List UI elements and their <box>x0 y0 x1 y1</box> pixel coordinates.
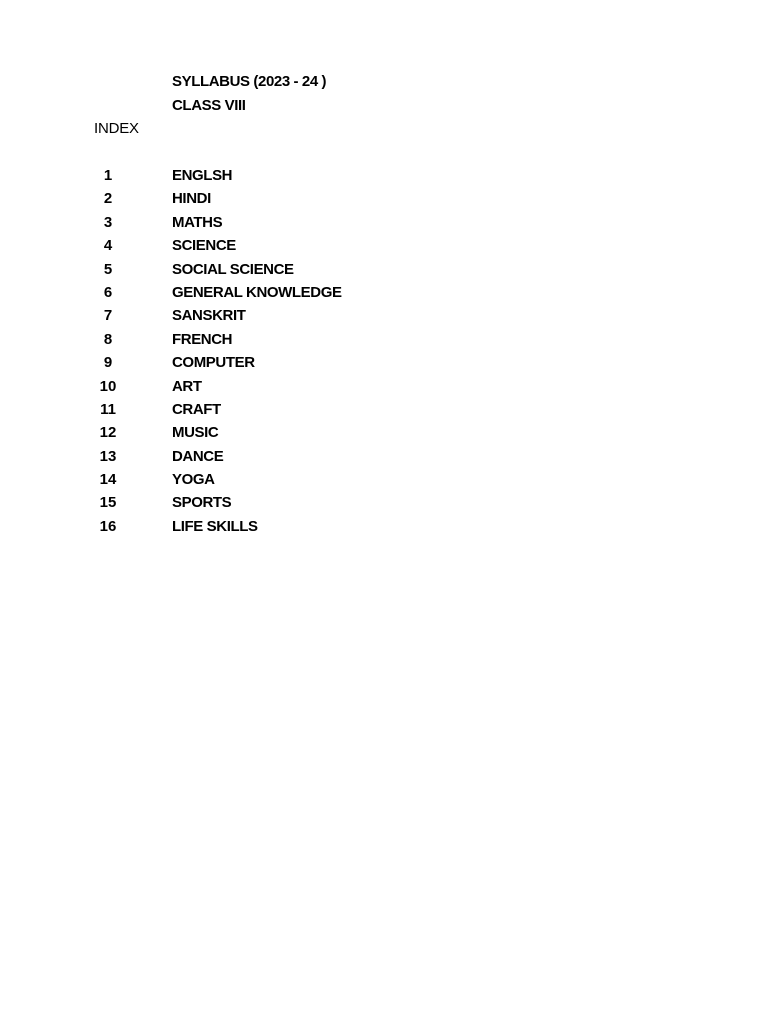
subject-name: GENERAL KNOWLEDGE <box>172 283 342 301</box>
subject-name: MUSIC <box>172 424 219 442</box>
index-row <box>0 261 770 284</box>
subject-name: HINDI <box>172 190 211 208</box>
index-row <box>0 518 770 541</box>
index-number: 9 <box>103 354 113 372</box>
index-number: 6 <box>103 283 113 301</box>
syllabus-title: SYLLABUS (2023 - 24 ) <box>172 73 327 90</box>
index-number: 12 <box>99 424 117 442</box>
index-row <box>0 354 770 377</box>
index-row <box>0 494 770 517</box>
index-row <box>0 190 770 213</box>
index-number: 5 <box>103 260 113 278</box>
subject-name: DANCE <box>172 447 224 465</box>
index-number: 3 <box>103 213 113 231</box>
index-row <box>0 401 770 424</box>
index-row <box>0 284 770 307</box>
index-row <box>0 331 770 354</box>
index-number: 10 <box>99 377 117 395</box>
subject-name: MATHS <box>172 213 223 231</box>
index-number: 2 <box>103 190 113 208</box>
subject-name: SPORTS <box>172 494 232 512</box>
subject-name: ENGLSH <box>172 167 233 184</box>
index-number: 16 <box>99 517 117 535</box>
index-number: 1 <box>103 167 113 184</box>
subject-name: SOCIAL SCIENCE <box>172 260 294 278</box>
index-row <box>0 424 770 447</box>
index-row <box>0 448 770 471</box>
subject-name: CRAFT <box>172 400 221 418</box>
index-row <box>0 214 770 237</box>
index-number: 14 <box>99 471 117 489</box>
index-row <box>0 167 770 190</box>
subject-name: LIFE SKILLS <box>172 517 258 535</box>
index-row <box>0 378 770 401</box>
index-row <box>0 237 770 260</box>
subject-name: COMPUTER <box>172 354 255 372</box>
subject-name: YOGA <box>172 471 215 489</box>
index-row <box>0 307 770 330</box>
subject-name: FRENCH <box>172 330 233 348</box>
index-number: 13 <box>99 447 117 465</box>
index-label: INDEX <box>94 120 139 137</box>
index-number: 7 <box>103 307 113 325</box>
index-row <box>0 471 770 494</box>
index-number: 15 <box>99 494 117 512</box>
subject-name: SANSKRIT <box>172 307 246 325</box>
subject-index-list <box>0 167 770 541</box>
index-number: 11 <box>100 400 116 418</box>
subject-name: ART <box>172 377 202 395</box>
class-heading: CLASS VIII <box>172 97 246 114</box>
subject-name: SCIENCE <box>172 237 236 255</box>
index-number: 8 <box>103 330 113 348</box>
index-number: 4 <box>103 237 113 255</box>
